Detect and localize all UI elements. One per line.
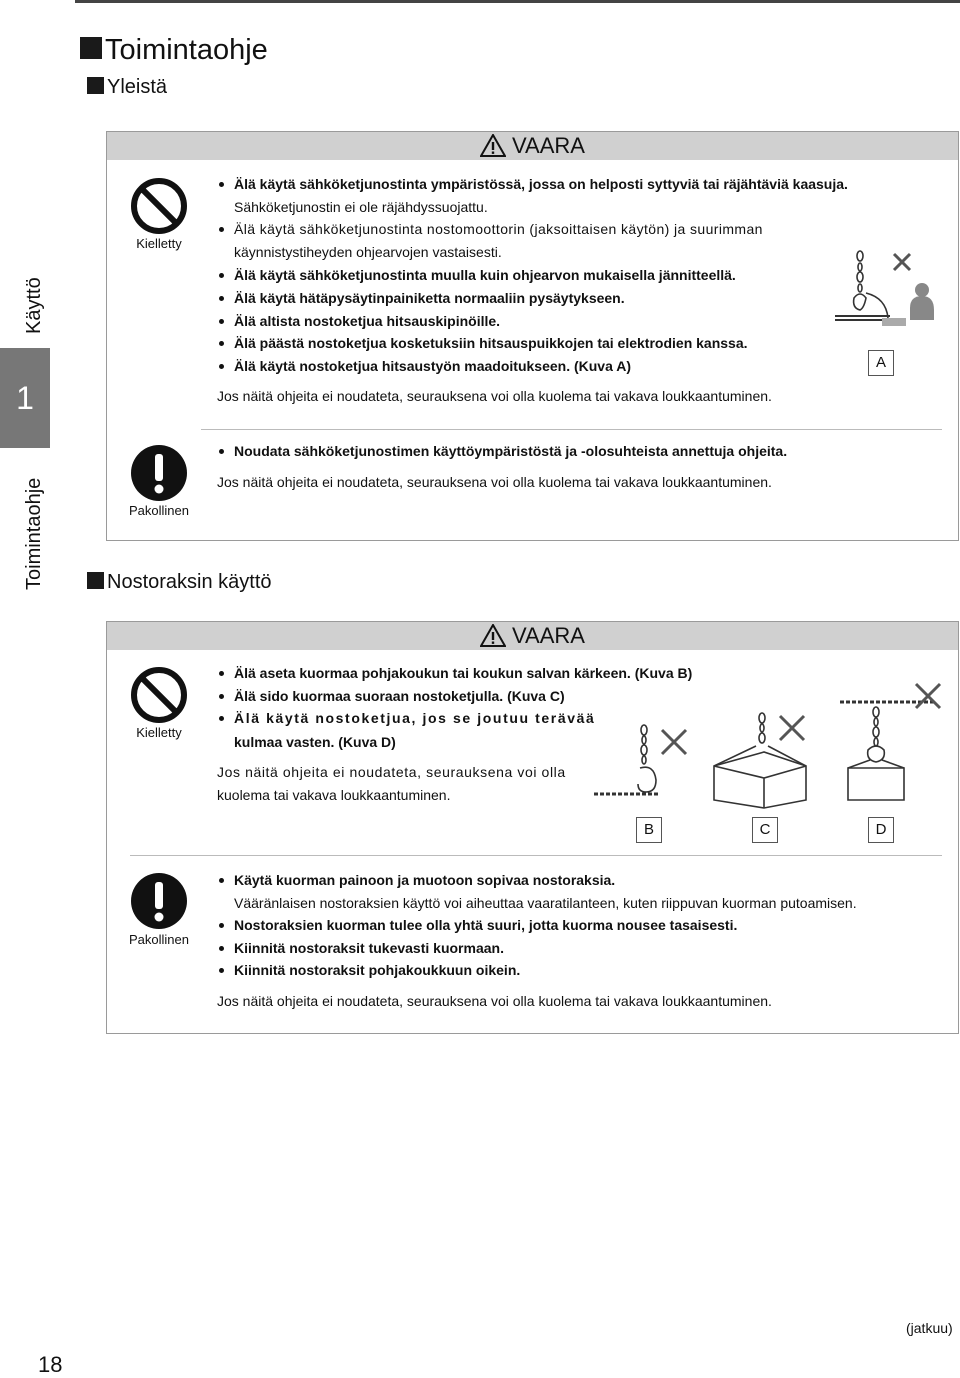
- list-item: Älä altista nostoketjua hitsauskipinöille.: [234, 310, 500, 333]
- list-item: Käytä kuorman painoon ja muotoon sopivaa nostoraksia.: [234, 869, 615, 892]
- warning-text: Jos näitä ohjeita ei noudateta, seurauksena voi olla kuolema tai vakava loukkaantuminen.: [217, 993, 772, 1009]
- mandatory-exclamation-icon: [130, 444, 188, 502]
- warning-triangle-icon: [480, 134, 506, 157]
- list-item: Älä käytä sähköketjunostinta muulla kuin ohjearvon mukaisella jännitteellä.: [234, 264, 736, 287]
- danger-header: VAARA: [107, 132, 958, 160]
- list-item: Älä käytä nostoketjua, jos se joutuu terävää: [234, 707, 595, 730]
- prohibited-icon: [130, 177, 188, 235]
- side-chapter-label: Toimintaohje: [23, 477, 45, 590]
- warning-text: kuolema tai vakava loukkaantuminen.: [217, 787, 451, 803]
- figure-label-c: C: [752, 817, 778, 843]
- figure-label-a: A: [868, 350, 894, 376]
- page-title: Toimintaohje: [80, 34, 268, 67]
- heading-square-icon: [80, 37, 102, 59]
- list-item: Älä päästä nostoketjua kosketuksiin hitsauspuikkojen tai elektrodien kanssa.: [234, 332, 748, 355]
- prohibited-label: Kielletty: [136, 725, 182, 740]
- list-item-continuation: Vääränlaisen nostoraksien käyttö voi aiheuttaa vaaratilanteen, kuten riippuvan kuorman putoamisen.: [234, 895, 857, 911]
- top-rule: [75, 0, 960, 3]
- side-tab-number: 1: [0, 348, 50, 448]
- figure-label-b: B: [636, 817, 662, 843]
- mandatory-label: Pakollinen: [129, 503, 189, 518]
- list-item-continuation: käynnistystiheyden ohjearvojen vastaisesti.: [234, 244, 502, 260]
- list-item: Kiinnitä nostoraksit tukevasti kuormaan.: [234, 937, 504, 960]
- list-item: Älä käytä hätäpysäytinpainiketta normaaliin pysäytykseen.: [234, 287, 625, 310]
- mandatory-label: Pakollinen: [129, 932, 189, 947]
- prohibited-label: Kielletty: [136, 236, 182, 251]
- page-number: 18: [38, 1352, 63, 1377]
- divider: [201, 429, 942, 430]
- list-item: Älä sido kuormaa suoraan nostoketjulla. (Kuva C): [234, 685, 565, 708]
- list-item: Älä käytä sähköketjunostinta nostomoottorin (jaksoittaisen käytön) ja suurimman: [234, 218, 763, 241]
- list-item: Kiinnitä nostoraksit pohjakoukkuun oikein.: [234, 959, 520, 982]
- danger-header: VAARA: [107, 622, 958, 650]
- warning-text: Jos näitä ohjeita ei noudateta, seurauksena voi olla kuolema tai vakava loukkaantuminen.: [217, 388, 772, 404]
- list-item: Nostoraksien kuorman tulee olla yhtä suuri, jotta kuorma nousee tasaisesti.: [234, 914, 737, 937]
- figure-label-d: D: [868, 817, 894, 843]
- warning-text: Jos näitä ohjeita ei noudateta, seurauksena voi olla: [217, 764, 566, 780]
- sling-hazard-figures: [594, 682, 944, 812]
- heading-square-icon: [87, 572, 104, 589]
- section-heading-slings: Nostoraksin käyttö: [87, 571, 272, 594]
- list-item: Älä käytä sähköketjunostinta ympäristössä, jossa on helposti syttyviä tai räjähtäviä kaasuja.: [234, 173, 848, 196]
- list-item: Älä aseta kuormaa pohjakoukun tai koukun salvan kärkeen. (Kuva B): [234, 662, 692, 685]
- warning-triangle-icon: [480, 624, 506, 647]
- list-item-continuation: kulmaa vasten. (Kuva D): [234, 734, 396, 750]
- mandatory-exclamation-icon: [130, 872, 188, 930]
- section-heading-general: Yleistä: [87, 76, 167, 99]
- warning-text: Jos näitä ohjeita ei noudateta, seurauksena voi olla kuolema tai vakava loukkaantuminen.: [217, 474, 772, 490]
- prohibited-icon: [130, 666, 188, 724]
- list-item: Älä käytä nostoketjua hitsaustyön maadoitukseen. (Kuva A): [234, 355, 631, 378]
- divider: [130, 855, 942, 856]
- list-item: Noudata sähköketjunostimen käyttöympäristöstä ja -olosuhteista annettuja ohjeita.: [234, 440, 787, 463]
- side-section-label: Käyttö: [23, 277, 45, 334]
- heading-square-icon: [87, 77, 104, 94]
- welding-hazard-figure: [830, 248, 940, 338]
- continued-note: (jatkuu): [906, 1320, 953, 1336]
- list-item-continuation: Sähköketjunostin ei ole räjähdyssuojattu.: [234, 199, 488, 215]
